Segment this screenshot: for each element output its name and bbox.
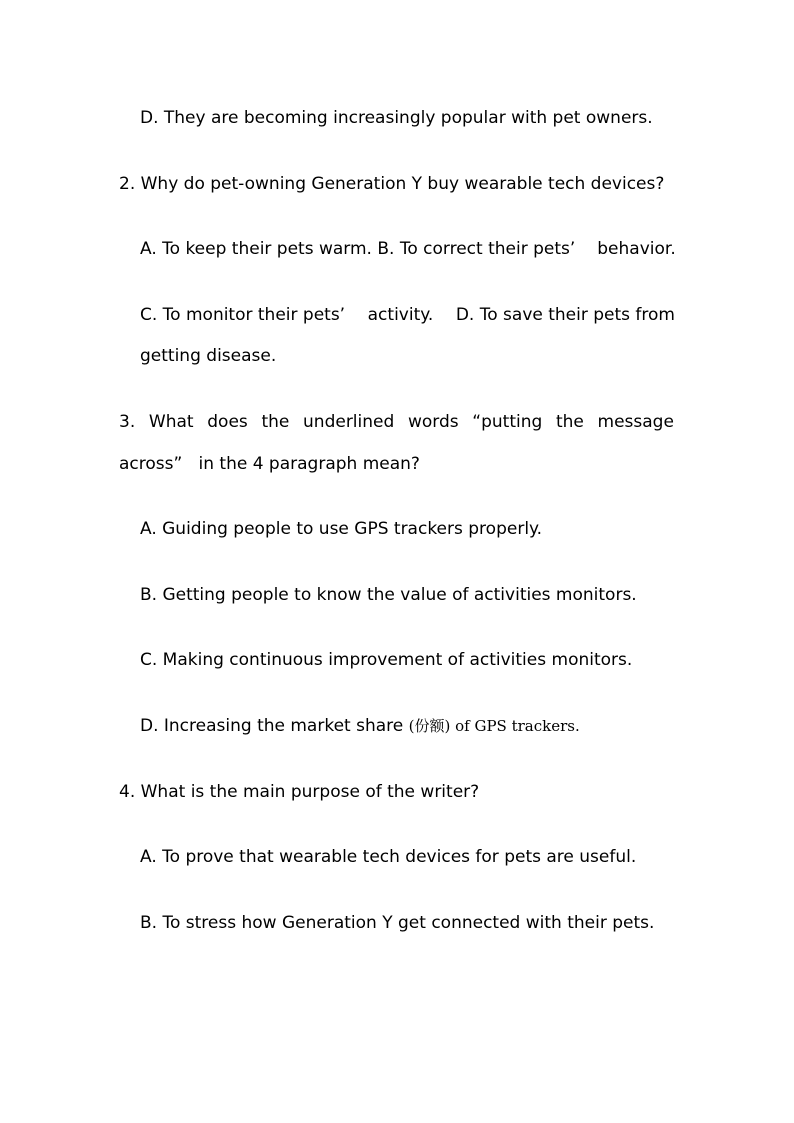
- q2-stem: 2. Why do pet-owning Generation Y buy wearable tech devices?: [119, 174, 665, 194]
- q4-option-a: A. To prove that wearable tech devices for pets are useful.: [140, 847, 637, 867]
- q4-option-b: B. To stress how Generation Y get connected with their pets.: [140, 913, 655, 933]
- q2-option-c-start: C. To monitor their pets’: [140, 305, 346, 325]
- q3-option-b: B. Getting people to know the value of activities monitors.: [140, 585, 637, 605]
- q1-option-d: D. They are becoming increasingly popular with pet owners.: [140, 108, 653, 128]
- q3-option-d-main: D. Increasing the market share: [140, 716, 409, 736]
- q2-option-d-start: D. To save their pets from: [455, 305, 675, 325]
- q3-option-d-serif: (份额) of GPS trackers.: [408, 717, 580, 735]
- q3-stem-word: underlined: [303, 412, 395, 432]
- q2-option-b-end: behavior.: [597, 239, 676, 259]
- q2-option-b: B. To correct their pets’: [377, 239, 576, 259]
- q2-options-ab: [140, 238, 676, 260]
- q3-stem-word: the: [555, 412, 584, 432]
- q3-stem-word: does: [207, 412, 248, 432]
- q4-stem: 4. What is the main purpose of the writer?: [119, 782, 480, 802]
- q2-options-cd: [140, 304, 675, 326]
- q3-option-d: [140, 715, 580, 737]
- q3-stem: [119, 411, 674, 433]
- q3-option-c: C. Making continuous improvement of activities monitors.: [140, 650, 633, 670]
- q3-stem-word: message: [597, 412, 674, 432]
- q3-stem-word: What: [148, 412, 194, 432]
- q3-stem-word: words: [407, 412, 459, 432]
- q3-stem-word: 3.: [119, 412, 136, 432]
- q2-option-d-continued: getting disease.: [140, 346, 277, 366]
- q3-stem-word: “putting: [472, 412, 543, 432]
- q3-option-a: A. Guiding people to use GPS trackers properly.: [140, 519, 543, 539]
- q2-option-c-end: activity.: [367, 305, 434, 325]
- q3-stem-word: the: [261, 412, 290, 432]
- q2-option-a: A. To keep their pets warm.: [140, 239, 372, 259]
- q3-stem-continued: across” in the 4 paragraph mean?: [119, 454, 420, 474]
